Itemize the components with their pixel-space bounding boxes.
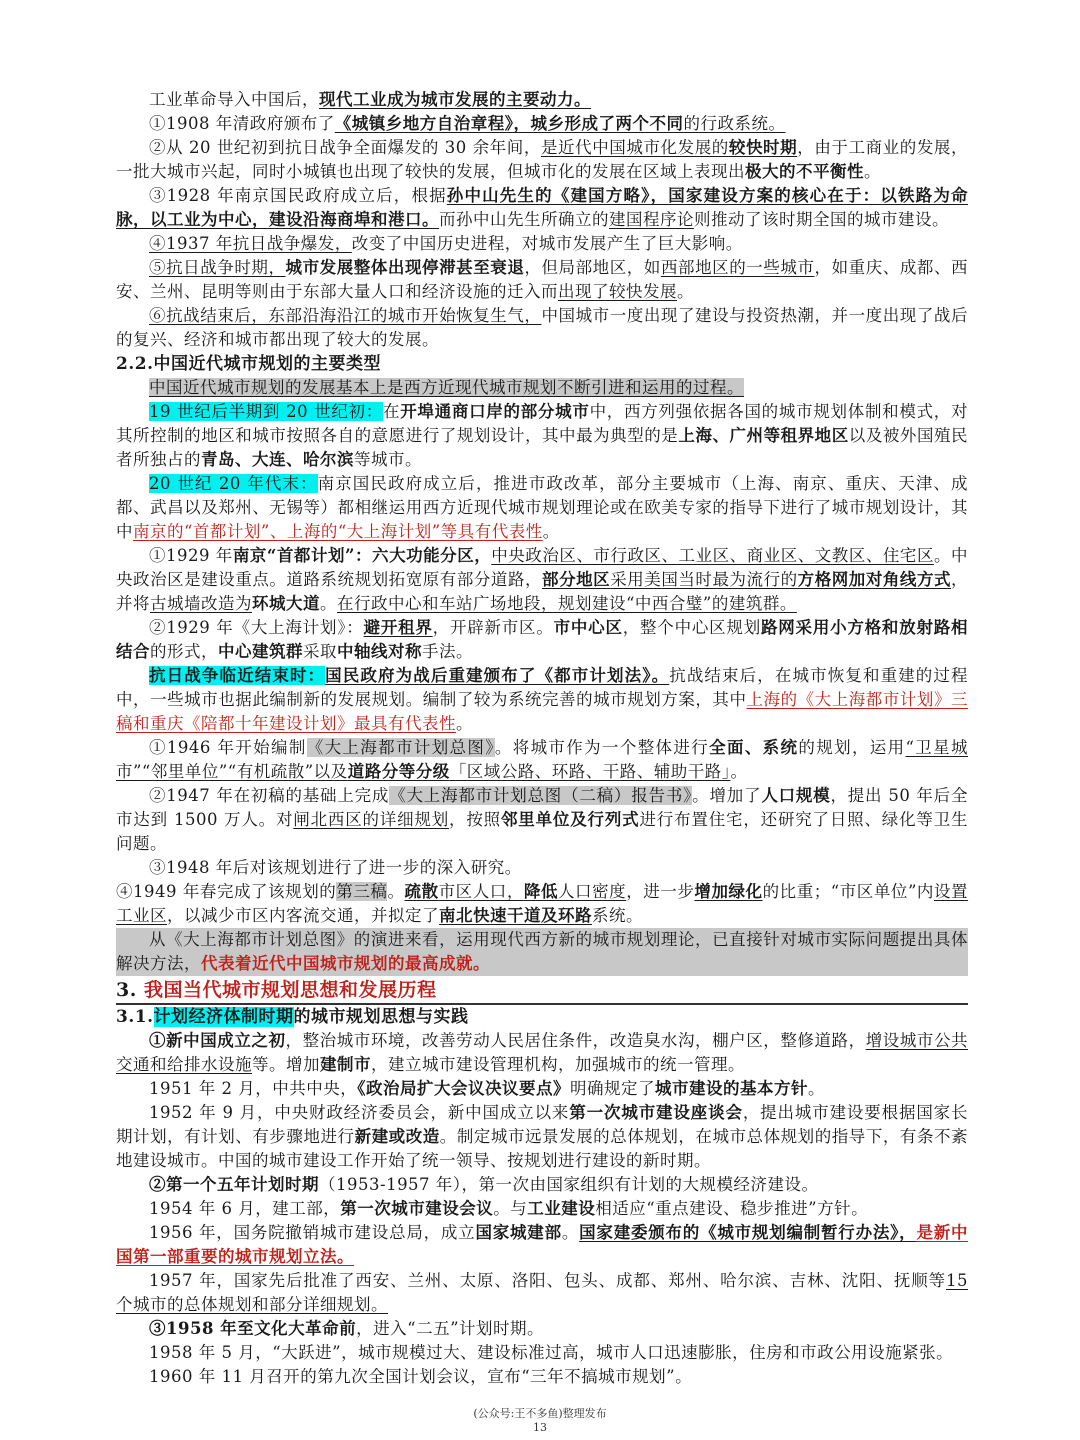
paragraph: ②第一个五年计划时期（1953-1957 年），第一次由国家组织有计划的大规模经济建设。 <box>149 1175 819 1194</box>
paragraph: ②1947 年在初稿的基础上完成《大上海都市计划总图（二稿）报告书》。增加了人口规模，提出 50 年后全市达到 1500 万人。对闸北西区的详细规划，按照邻里单位及行列式进行布置住宅，还研究了日照、绿化等卫生问题。 <box>116 786 969 853</box>
paragraph: ①1946 年开始编制《大上海都市计划总图》。将城市作为一个整体进行全面、系统的规划，运用“卫星城市”“邻里单位”“有机疏散”以及道路分等分级「区域公路、环路、干路、辅助干路」。 <box>116 738 969 781</box>
paragraph: 1957 年，国家先后批准了西安、兰州、太原、洛阳、包头、成都、郑州、哈尔滨、吉林、沈阳、抚顺等15 个城市的总体规划和部分详细规划。 <box>116 1271 968 1314</box>
paragraph: 1956 年，国务院撤销城市建设总局，成立国家城建部。国家建委颁布的《城市规划编制暂行办法》，是新中国第一部重要的城市规划立法。 <box>116 1223 969 1266</box>
footer-source: (公众号:王不多鱼)整理发布 <box>473 1407 607 1420</box>
paragraph: ①1929 年南京“首都计划”：六大功能分区，中央政治区、市行政区、工业区、商业区、文教区、住宅区。中央政治区是建设重点。道路系统规划拓宽原有部分道路，部分地区采用美国当时最为流行的方格网加对角线方式，并将古城墙改造为环城大道。在行政中心和车站广场地段，规划建设“中西合璧”的建筑群。 <box>116 546 969 613</box>
document-body <box>116 88 968 1389</box>
paragraph: 1960 年 11 月召开的第九次全国计划会议，宣布“三年不搞城市规划”。 <box>149 1367 693 1386</box>
paragraph: 1951 年 2 月，中共中央，《政治局扩大会议决议要点》明确规定了城市建设的基本方针。 <box>149 1079 825 1098</box>
paragraph: ⑥抗战结束后，东部沿海沿江的城市开始恢复生气，中国城市一度出现了建设与投资热潮，并一度出现了战后的复兴、经济和城市都出现了较大的发展。 <box>116 306 969 349</box>
section-heading-2-2: 2.2.中国近代城市规划的主要类型 <box>116 354 381 374</box>
paragraph: ④1937 年抗日战争爆发，改变了中国历史进程，对城市发展产生了巨大影响。 <box>149 234 743 253</box>
paragraph: ②1929 年《大上海计划》：避开租界，开辟新市区。市中心区，整个中心区规划路网采用小方格和放射路相结合的形式，中心建筑群采取中轴线对称手法。 <box>116 618 969 661</box>
paragraph: 19 世纪后半期到 20 世纪初：在开埠通商口岸的部分城市中，西方列强依据各国的城市规划体制和模式，对其所控制的地区和城市按照各自的意愿进行了规划设计，其中最为典型的是上海、广州等租界地区以及被外国殖民者所独占的青岛、大连、哈尔滨等城市。 <box>116 402 969 469</box>
paragraph: 1952 年 9 月，中央财政经济委员会，新中国成立以来第一次城市建设座谈会，提出城市建设要根据国家长期计划，有计划、有步骤地进行新建或改造。制定城市远景发展的总体规划，在城市总体规划的指导下，有条不紊地建设城市。中国的城市建设工作开始了统一领导、按规划进行建设的新时期。 <box>116 1103 969 1170</box>
paragraph: ④1949 年春完成了该规划的第三稿。疏散市区人口，降低人口密度，进一步增加绿化的比重；“市区单位”内设置工业区，以减少市区内客流交通，并拟定了南北快速干道及环路系统。 <box>116 882 969 925</box>
paragraph: 从《大上海都市计划总图》的演进来看，运用现代西方新的城市规划理论，已直接针对城市实际问题提出具体解决方法，代表着近代中国城市规划的最高成就。 <box>116 928 968 976</box>
page-number: 13 <box>533 1421 547 1434</box>
paragraph: 抗日战争临近结束时：国民政府为战后重建颁布了《都市计划法》。抗战结束后，在城市恢复和重建的过程中，一些城市也据此编制新的发展规划。编制了较为系统完善的城市规划方案，其中上海的《大上海都市计划》三稿和重庆《陪都十年建设计划》最具有代表性。 <box>116 666 969 733</box>
paragraph: ②从 20 世纪初到抗日战争全面爆发的 30 余年间，是近代中国城市化发展的较快时期，由于工商业的发展，一批大城市兴起，同时小城镇也出现了较快的发展，但城市化的发展在区域上表现出极大的不平衡性。 <box>116 138 969 181</box>
paragraph: ①新中国成立之初，整治城市环境，改善劳动人民居住条件，改造臭水沟，棚户区，整修道路，增设城市公共交通和给排水设施等。增加建制市，建立城市建设管理机构，加强城市的统一管理。 <box>116 1031 969 1074</box>
paragraph: 20 世纪 20 年代末：南京国民政府成立后，推进市政改革，部分主要城市（上海、南京、重庆、天津、成都、武昌以及郑州、无锡等）都相继运用西方近现代城市规划理论或在欧美专家的指导下进行了城市规划设计，其中南京的“首都计划”、上海的“大上海计划”等具有代表性。 <box>116 474 969 541</box>
paragraph: ⑤抗日战争时期，城市发展整体出现停滞甚至衰退，但局部地区，如西部地区的一些城市，如重庆、成都、西安、兰州、昆明等则由于东部大量人口和经济设施的迁入而出现了较快发展。 <box>116 258 969 301</box>
paragraph: ③1958 年至文化大革命前，进入“二五”计划时期。 <box>149 1319 545 1338</box>
section-heading-3: 3. 我国当代城市规划思想和发展历程 <box>116 978 968 1005</box>
section-heading-3-1: 3.1.计划经济体制时期的城市规划思想与实践 <box>116 1007 469 1027</box>
paragraph: ③1948 年后对该规划进行了进一步的深入研究。 <box>149 858 522 877</box>
paragraph: ③1928 年南京国民政府成立后，根据孙中山先生的《建国方略》，国家建设方案的核心在于：以铁路为命脉，以工业为中心，建设沿海商埠和港口。而孙中山先生所确立的建国程序论则推动了该时期全国的城市建设。 <box>116 186 968 229</box>
paragraph: 1958 年 5 月，“大跃进”，城市规模过大、建设标准过高，城市人口迅速膨胀，住房和市政公用设施紧张。 <box>149 1343 954 1362</box>
paragraph: ①1908 年清政府颁布了《城镇乡地方自治章程》，城乡形成了两个不同的行政系统。 <box>149 114 786 133</box>
paragraph: 1954 年 6 月，建工部，第一次城市建设会议。与工业建设相适应“重点建设、稳步推进”方针。 <box>149 1199 869 1218</box>
paragraph: 工业革命导入中国后，现代工业成为城市发展的主要动力。 <box>149 90 591 109</box>
paragraph: 中国近代城市规划的发展基本上是西方近现代城市规划不断引进和运用的过程。 <box>149 378 744 397</box>
